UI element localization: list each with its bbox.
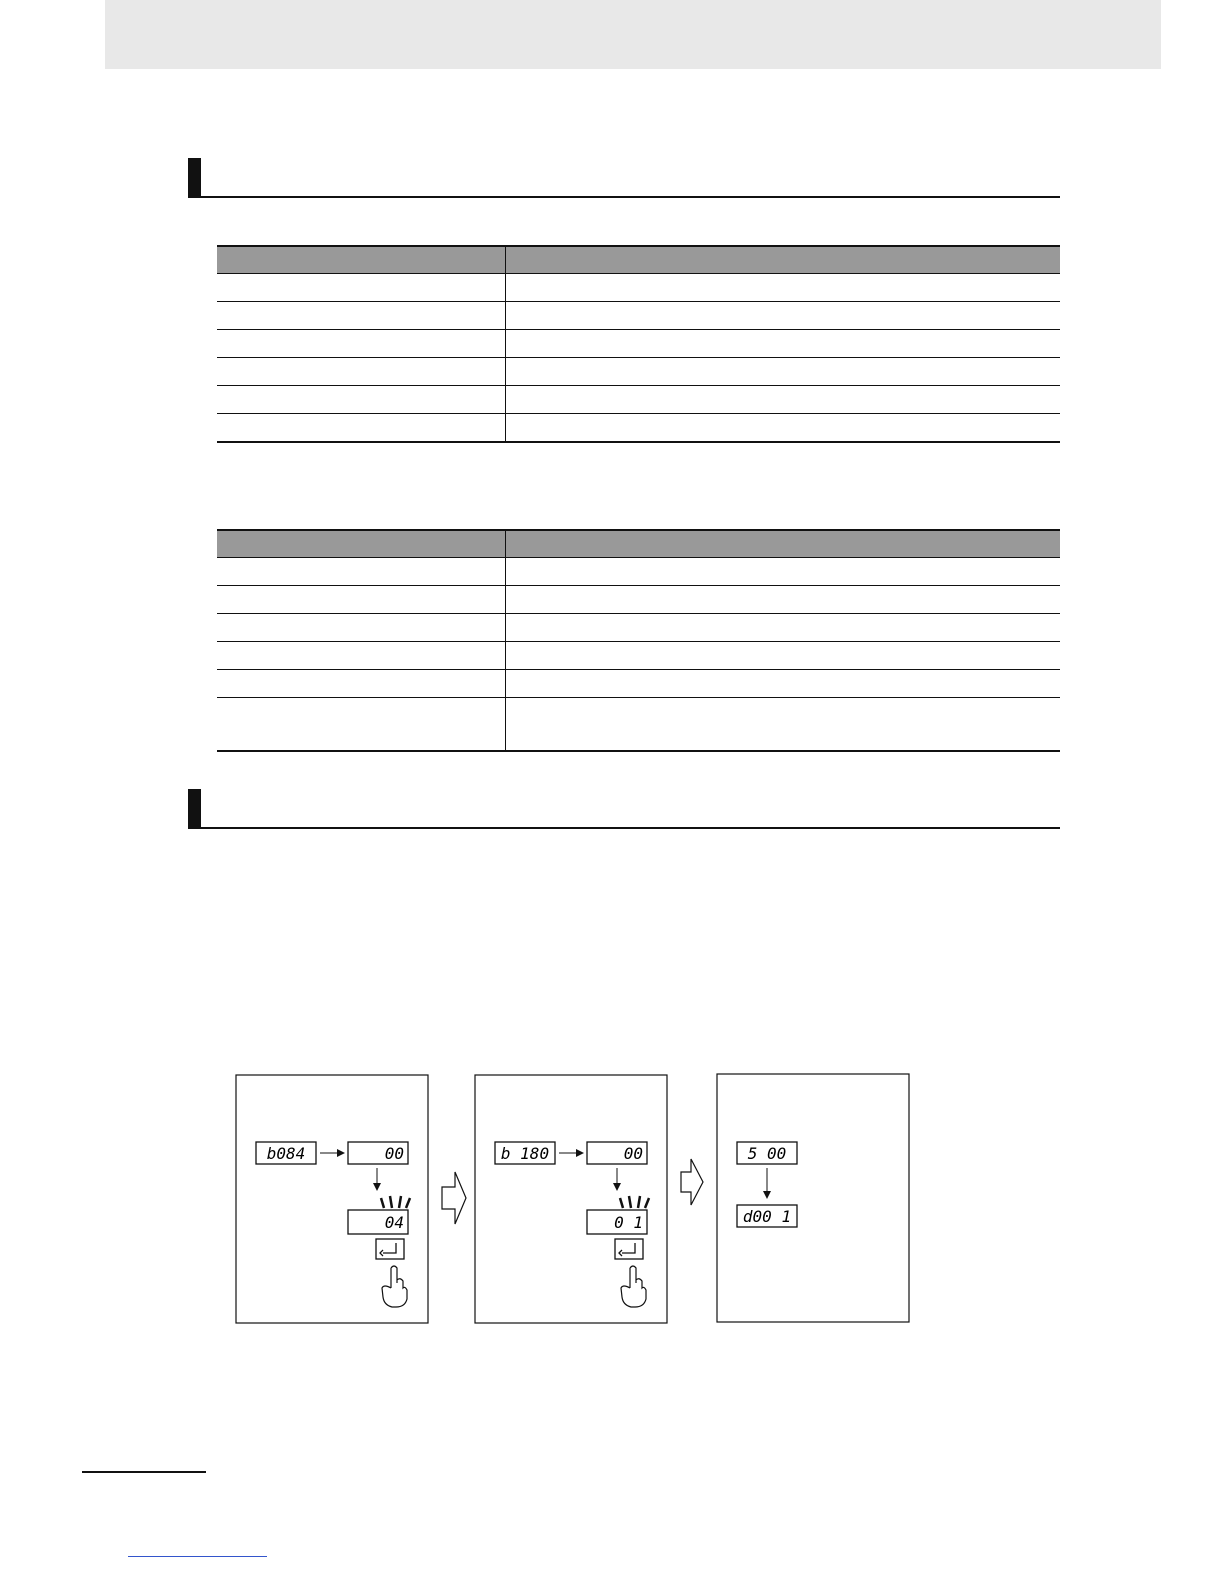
- table-header-cell: [505, 530, 1060, 558]
- table-row: [217, 558, 1060, 586]
- table-cell: [505, 642, 1060, 670]
- table-row: [217, 642, 1060, 670]
- table-cell: [217, 586, 505, 614]
- table-cell: [217, 386, 505, 414]
- section-marker-bar: [188, 789, 201, 829]
- step-panel-3: [717, 1074, 909, 1322]
- parameter-table-1: [217, 245, 1060, 443]
- table-cell: [505, 330, 1060, 358]
- status-display-text: 5 00: [747, 1144, 787, 1163]
- section-heading-1: [188, 158, 1060, 198]
- table-cell: [505, 670, 1060, 698]
- table-row: [217, 330, 1060, 358]
- table-row: [217, 358, 1060, 386]
- table-row: [217, 302, 1060, 330]
- table-cell: [505, 302, 1060, 330]
- new-value-display-text: 0 1: [614, 1213, 643, 1232]
- parameter-display-text: b 180: [500, 1144, 550, 1163]
- section-rule: [188, 196, 1060, 198]
- table-row: [217, 414, 1060, 443]
- table-cell: [505, 274, 1060, 302]
- enter-key-icon: [615, 1239, 643, 1259]
- table-cell: [505, 586, 1060, 614]
- step-panel-2: [475, 1075, 667, 1323]
- value-display-text: 00: [384, 1144, 404, 1163]
- table-header-row: [217, 246, 1060, 274]
- table-header-row: [217, 530, 1060, 558]
- section-heading-2: [188, 789, 1060, 829]
- table-cell: [217, 698, 505, 752]
- table-header-cell: [217, 530, 505, 558]
- table-cell: [505, 386, 1060, 414]
- footer-rule: [82, 1471, 206, 1473]
- section-marker-bar: [188, 158, 201, 198]
- table-cell: [217, 614, 505, 642]
- table-row: [217, 586, 1060, 614]
- table-row: [217, 698, 1060, 752]
- table-row: [217, 386, 1060, 414]
- right-arrow-icon: [442, 1172, 466, 1224]
- right-arrow-icon: [681, 1159, 703, 1205]
- parameter-display-text: b084: [266, 1144, 306, 1163]
- step-panel-1: [236, 1075, 428, 1323]
- table-cell: [217, 330, 505, 358]
- table-row: [217, 274, 1060, 302]
- table-cell: [217, 642, 505, 670]
- footer-link-underline: [128, 1556, 267, 1557]
- table-cell: [505, 698, 1060, 752]
- table-cell: [217, 274, 505, 302]
- table-row: [217, 614, 1060, 642]
- table-cell: [505, 358, 1060, 386]
- table-cell: [217, 358, 505, 386]
- table-row: [217, 670, 1060, 698]
- table-cell: [217, 670, 505, 698]
- value-display-text: 00: [623, 1144, 643, 1163]
- table-header-cell: [505, 246, 1060, 274]
- table-cell: [217, 414, 505, 443]
- table-cell: [217, 302, 505, 330]
- table-header-cell: [217, 246, 505, 274]
- monitor-display-text: d00 1: [742, 1207, 792, 1226]
- table-cell: [505, 558, 1060, 586]
- parameter-table-2: [217, 529, 1060, 752]
- page-header-band: [105, 0, 1161, 69]
- new-value-display-text: 04: [384, 1213, 404, 1232]
- table-cell: [505, 414, 1060, 443]
- section-rule: [188, 827, 1060, 829]
- table-cell: [217, 558, 505, 586]
- table-cell: [505, 614, 1060, 642]
- enter-key-icon: [376, 1239, 404, 1259]
